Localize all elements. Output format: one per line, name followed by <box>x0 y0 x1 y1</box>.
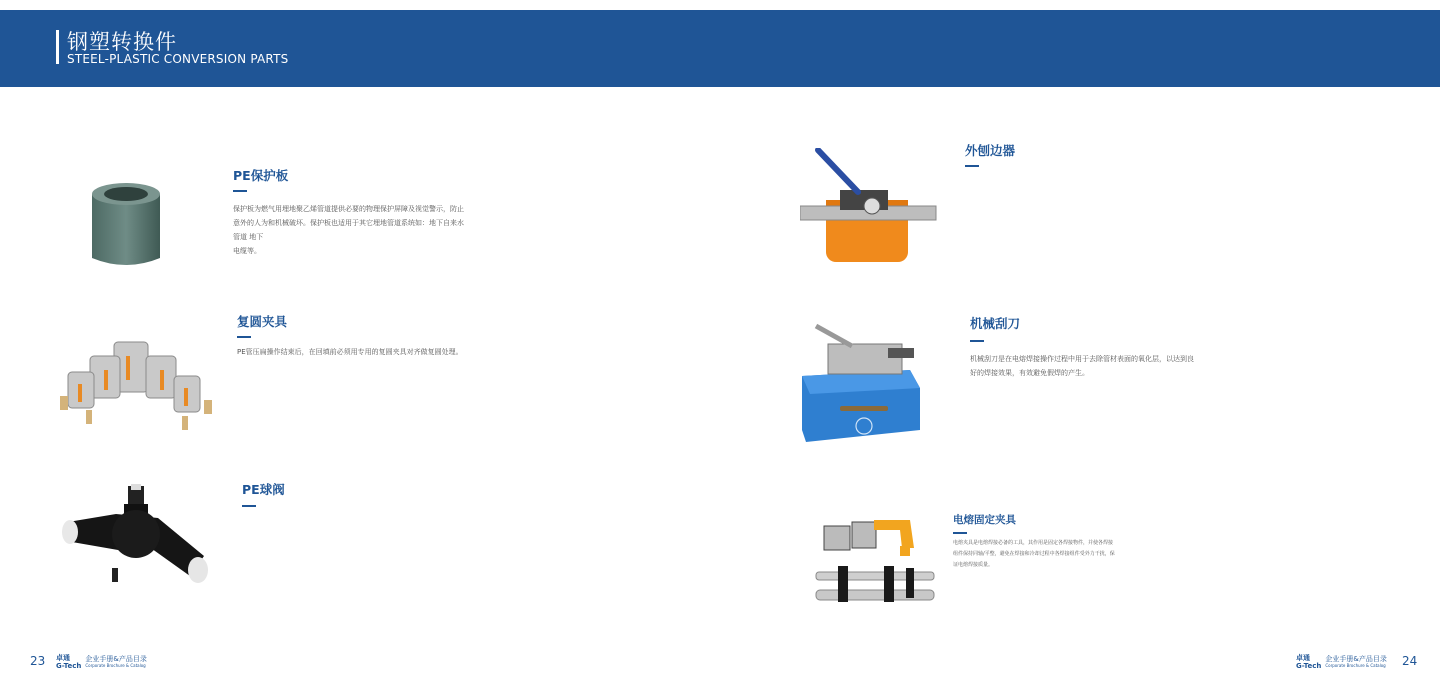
page-number-right: 24 <box>1402 654 1418 668</box>
ball-valve-dash <box>242 505 256 507</box>
ball-valve-image <box>58 484 212 588</box>
footer-brand-right <box>1296 654 1387 670</box>
scraper-desc: 机械刮刀是在电熔焊接操作过程中用于去除管材表面的氧化层，以达到良 好的焊接效果，有效避免假焊的产生。 <box>970 355 1194 377</box>
edge-planer-title: 外刨边器 <box>965 143 1016 158</box>
page-number-left: 23 <box>30 654 46 668</box>
round-clamp-desc: PE管压扁操作结束后，在回填前必须用专用的复圆夹具对齐做复圆处理。 <box>237 348 463 356</box>
fusion-clamp-title: 电熔固定夹具 <box>953 514 1016 526</box>
round-clamp-image <box>56 336 216 431</box>
page-subtitle: STEEL-PLASTIC CONVERSION PARTS <box>67 52 289 66</box>
header-accent-bar <box>56 30 59 64</box>
pe-plate-title: PE保护板 <box>233 168 289 183</box>
ball-valve-title: PE球阀 <box>242 482 285 497</box>
brand-catalog-text: 企业手册&产品目录 Corporate Brochure & Catalog <box>1325 655 1387 668</box>
page-header <box>0 10 1440 87</box>
brand-logo: 卓通 G-Tech <box>1296 654 1322 670</box>
pe-plate-dash <box>233 190 247 192</box>
pe-plate-image <box>86 180 166 272</box>
fusion-clamp-image <box>814 512 936 610</box>
page-title: 钢塑转换件 <box>67 30 177 54</box>
round-clamp-title: 复圆夹具 <box>237 314 288 329</box>
edge-planer-image <box>800 148 940 262</box>
fusion-clamp-dash <box>953 532 967 534</box>
brand-catalog-text: 企业手册&产品目录 Corporate Brochure & Catalog <box>85 655 147 668</box>
fusion-clamp-desc: 电熔夹具是电熔焊接必备的工具，其作用是固定各焊接物件，并使各焊接 组件保持同轴/平整，避免在焊接和冷却过程中各焊接组件受外力干扰，保 证电熔焊接质量。 <box>953 540 1115 568</box>
footer-brand-left <box>56 654 147 670</box>
round-clamp-dash <box>237 336 251 338</box>
scraper-title: 机械刮刀 <box>970 316 1021 331</box>
scraper-image <box>800 318 922 444</box>
edge-planer-dash <box>965 165 979 167</box>
brand-logo: 卓通 G-Tech <box>56 654 82 670</box>
scraper-dash <box>970 340 984 342</box>
pe-plate-desc: 保护板为燃气用埋地聚乙烯管道提供必要的物理保护屏障及视觉警示，防止 意外的人为和机械破坏。保护板也适用于其它埋地管道系统如：地下自来水 管道 地下 电缆等。 <box>233 205 464 255</box>
